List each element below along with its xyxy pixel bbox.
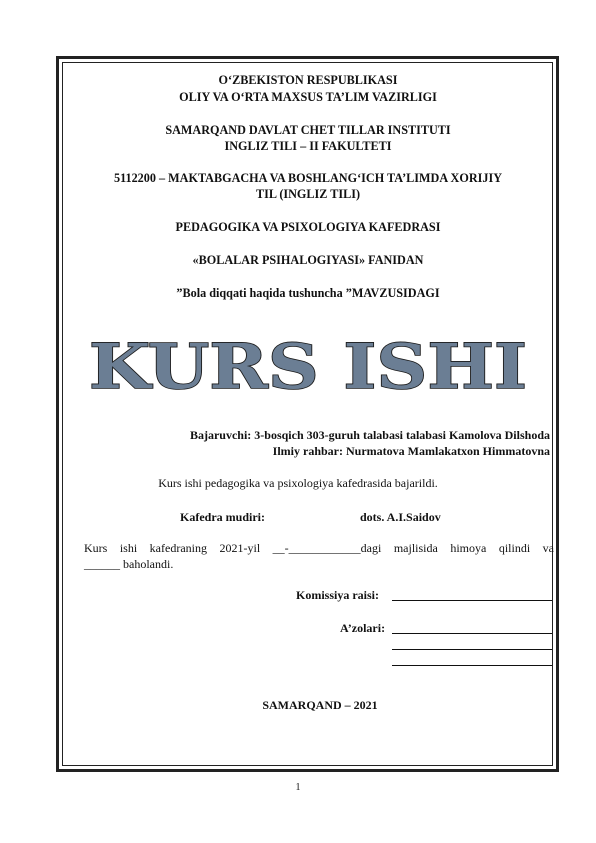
commission-members-label: A’zolari: [340,621,386,635]
specialty-line-1: 5112200 – MAKTABGACHA VA BOSHLANG‘ICH TA’LIMDA XORIJIY [113,171,502,185]
head-of-department-label: Kafedra mudiri: [180,510,265,524]
completed-note: Kurs ishi pedagogika va psixologiya kafedrasida bajarildi. [158,476,438,490]
kurs-ishi-title-text: KURS ISHI [89,330,527,400]
defense-note-line-1: Kurs ishi kafedraning 2021-yil __-____________dagi majlisida himoya qilindi va [84,541,554,555]
ministry-line-2: OLIY VA O‘RTA MAXSUS TA’LIM VAZIRLIGI [179,90,437,104]
defense-note-line-2: ______ baholandi. [84,557,174,571]
supervisor-line: Ilmiy rahbar: Nurmatova Mamlakatxon Himmatovna [272,444,550,458]
member-signature-line-2 [392,649,552,650]
ministry-line-1: O‘ZBEKISTON RESPUBLIKASI [218,73,398,87]
performer-line: Bajaruvchi: 3-bosqich 303-guruh talabasi talabasi Kamolova Dilshoda [189,428,550,442]
subject-name: «BOLALAR PSIHALOGIYASI» FANIDAN [192,253,424,267]
member-signature-line-3 [392,665,552,666]
institute-line-1: SAMARQAND DAVLAT CHET TILLAR INSTITUTI [165,123,451,137]
kurs-ishi-title [60,328,556,400]
member-signature-line-1 [392,633,552,634]
page-number: 1 [295,782,301,793]
page-border-inner [62,62,553,766]
commission-chair-signature-line [392,600,552,601]
specialty-line-2: TIL (INGLIZ TILI) [255,187,361,201]
topic-line: ”Bola diqqati haqida tushuncha ”MAVZUSIDAGI [176,286,440,300]
department-name: PEDAGOGIKA VA PSIXOLOGIYA KAFEDRASI [175,220,441,234]
head-of-department-name: dots. A.I.Saidov [360,510,441,524]
footer-city-year: SAMARQAND – 2021 [262,698,378,712]
commission-chair-label: Komissiya raisi: [296,588,379,602]
institute-line-2: INGLIZ TILI – II FAKULTETI [224,139,392,153]
